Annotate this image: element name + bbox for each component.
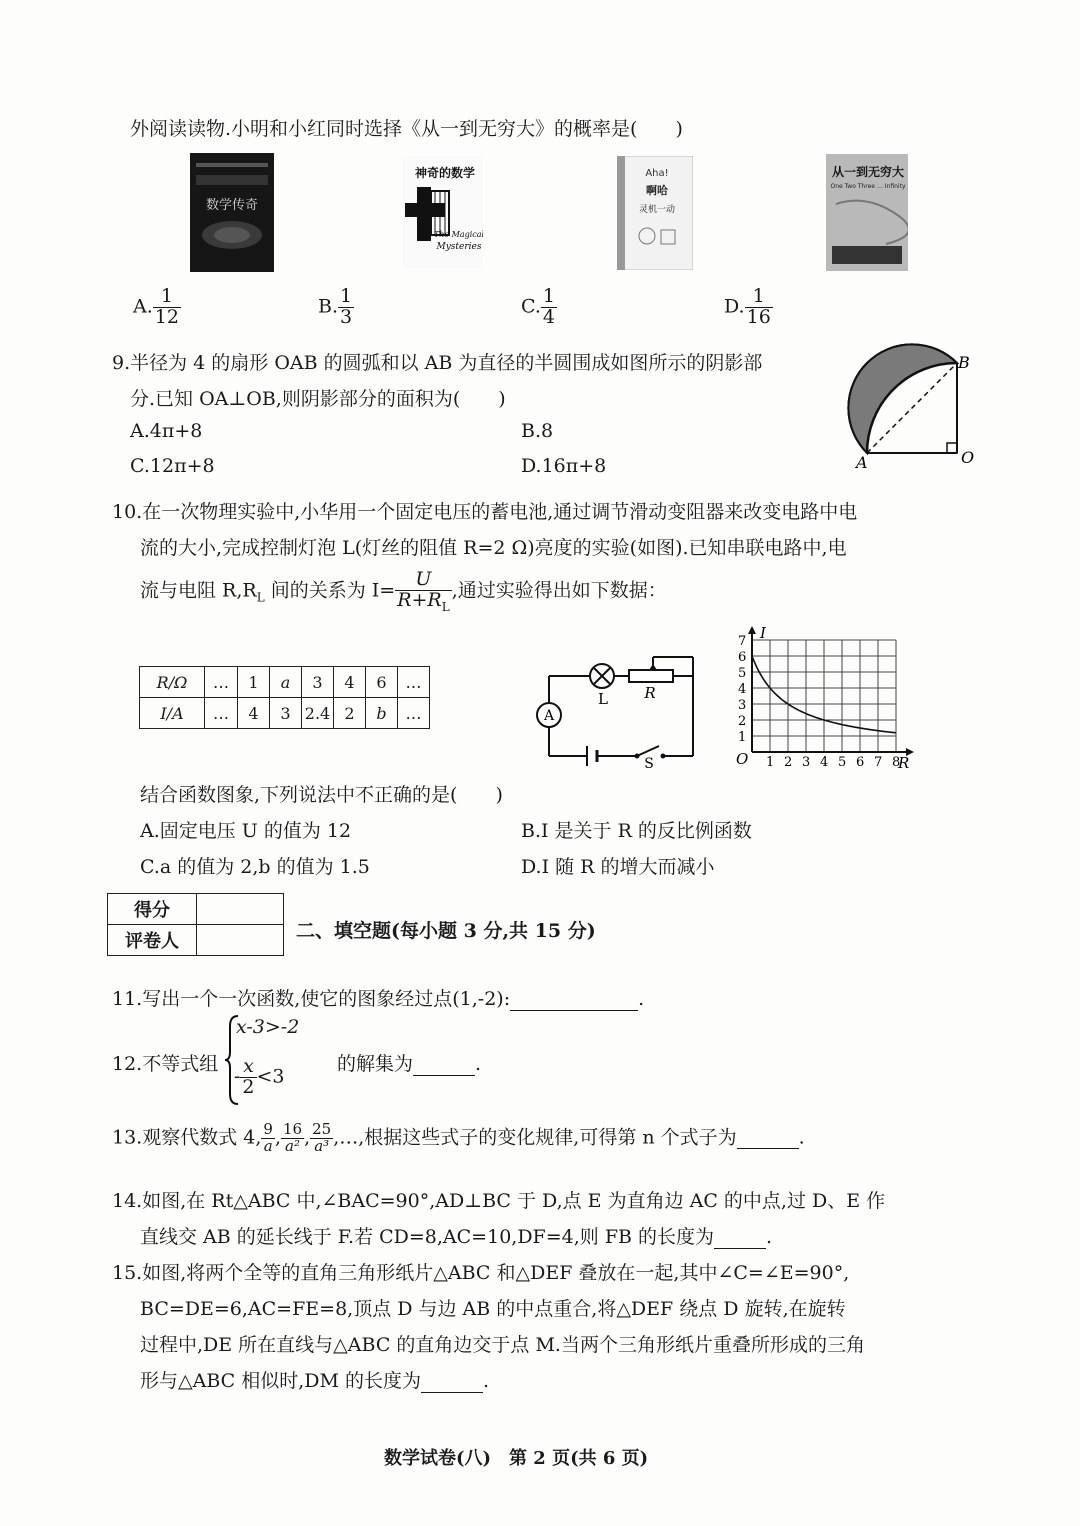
- lamp-icon: [590, 664, 614, 688]
- q10-circuit-diagram: [525, 650, 705, 770]
- svg-text:One Two Three … Infinity: One Two Three … Infinity: [830, 183, 906, 190]
- table-cell: I/A: [140, 698, 205, 729]
- table-cell: …: [398, 698, 430, 729]
- svg-text:The Magical: The Magical: [433, 230, 483, 239]
- q8-option-a[interactable]: A. $\frac{1}{12}$: [133, 285, 179, 328]
- q9-label-b: B: [958, 353, 970, 372]
- ammeter-icon: [537, 703, 561, 727]
- svg-text:A: A: [543, 708, 555, 724]
- book-cover-math-legend: [190, 153, 274, 272]
- table-cell: …: [205, 667, 238, 698]
- score-box: [107, 893, 284, 956]
- q14-line-2: 直线交 AB 的延长线于 F.若 CD=8,AC=10,DF=4,则 FB 的长度为 .: [140, 1226, 773, 1248]
- table-cell: 1: [238, 667, 270, 698]
- q13-answer-blank[interactable]: [737, 1126, 799, 1149]
- q12-label: 12.不等式组: [112, 1053, 219, 1075]
- rheostat-icon: [629, 664, 673, 682]
- book-cover-3-image: [617, 156, 693, 270]
- q12-inequality-2: - $\frac{x}{2}$ <3: [234, 1055, 285, 1098]
- q15-line-4: 形与△ABC 相似时,DM 的长度为 .: [140, 1370, 490, 1392]
- q8-option-b[interactable]: B. $\frac{1}{3}$: [318, 285, 353, 328]
- q11: 11.写出一个一次函数,使它的图象经过点(1,-2): .: [112, 988, 645, 1010]
- q9-line-2: 分.已知 OA⊥OB,则阴影部分的面积为( ): [130, 388, 506, 410]
- q8-option-c[interactable]: C. $\frac{1}{4}$: [521, 285, 555, 328]
- switch-label: S: [644, 756, 654, 770]
- page-footer: 数学试卷(八) 第 2 页(共 6 页): [384, 1448, 649, 1469]
- score-label: 得分: [108, 894, 197, 925]
- table-cell: …: [205, 698, 238, 729]
- table-cell: 4: [238, 698, 270, 729]
- table-cell: 2.4: [302, 698, 334, 729]
- q15-line-3: 过程中,DE 所在直线与△ABC 的直角边交于点 M.当两个三角形纸片重叠所形成的三角: [140, 1334, 865, 1356]
- table-cell: 2: [334, 698, 366, 729]
- table-cell: …: [398, 667, 430, 698]
- q8-option-d-fraction: $\frac{1}{16}$: [746, 285, 771, 328]
- book-cover-one-two-three: [826, 154, 908, 271]
- q9-shaded-region: [848, 344, 957, 453]
- x-axis-label: R: [898, 754, 910, 772]
- book-cover-aha: [617, 156, 693, 270]
- y-axis-label: I: [760, 624, 766, 642]
- q10-option-b[interactable]: B.I 是关于 R 的反比例函数: [521, 820, 752, 842]
- q9-label-a: A: [856, 453, 868, 472]
- q10-function-graph: [730, 624, 920, 772]
- battery-icon: [587, 746, 597, 766]
- q9-sector-figure: [840, 342, 980, 472]
- x-tick-label: 8: [892, 755, 901, 770]
- table-row: [140, 698, 430, 729]
- q10-question: 结合函数图象,下列说法中不正确的是( ): [140, 784, 503, 806]
- svg-text:神奇的数学: 神奇的数学: [414, 166, 476, 180]
- q9-line-1: 9.半径为 4 的扇形 OAB 的圆弧和以 AB 为直径的半圆围成如图所示的阴影部: [112, 352, 763, 374]
- table-cell: 6: [366, 667, 398, 698]
- table-cell: 3: [302, 667, 334, 698]
- book-cover-magic-math: [403, 157, 483, 269]
- book-cover-4-image: [826, 154, 908, 271]
- table-cell: 4: [334, 667, 366, 698]
- table-row: [140, 667, 430, 698]
- q8-option-b-fraction: $\frac{1}{3}$: [340, 285, 353, 328]
- q9-option-d[interactable]: D.16π+8: [521, 455, 607, 477]
- score-field[interactable]: [197, 894, 284, 925]
- svg-text:Mysteries: Mysteries: [436, 242, 482, 252]
- q10-data-table: [139, 666, 430, 729]
- q13: 13.观察代数式 4, $\frac{9}{a}$ , $\frac{16}{\text{a²}}$ , $\frac{25}{\text{a³}}$ ,…,根据这些式子的变化规律,可得第 n 个式子为 .: [112, 1120, 805, 1155]
- lamp-label: L: [598, 690, 608, 708]
- q12-answer-blank[interactable]: [413, 1053, 475, 1076]
- q8-stem-tail: 外阅读读物.小明和小红同时选择《从一到无穷大》的概率是( ): [130, 118, 683, 140]
- x-tick-label: 2: [784, 755, 793, 770]
- table-cell: 3: [270, 698, 302, 729]
- q15-line-2: BC=DE=6,AC=FE=8,顶点 D 与边 AB 的中点重合,将△DEF 绕点 D 旋转,在旋转: [140, 1298, 846, 1320]
- q9-option-c[interactable]: C.12π+8: [130, 455, 215, 477]
- q15-line-1: 15.如图,将两个全等的直角三角形纸片△ABC 和△DEF 叠放在一起,其中∠C=∠E=90°,: [112, 1262, 850, 1284]
- y-tick-label: 2: [738, 714, 747, 729]
- q12-tail: 的解集为 .: [337, 1053, 482, 1075]
- q15-answer-blank[interactable]: [421, 1370, 483, 1393]
- q10-formula: $\frac{U}{R+R_L}$: [397, 568, 450, 614]
- y-tick-label: 5: [738, 666, 747, 681]
- svg-text:啊哈: 啊哈: [646, 184, 668, 197]
- grader-label: 评卷人: [108, 925, 197, 956]
- q14-answer-blank[interactable]: [714, 1226, 766, 1249]
- rheostat-label: R: [644, 684, 656, 702]
- x-tick-label: 3: [802, 755, 811, 770]
- x-tick-label: 6: [856, 755, 865, 770]
- q10-option-d[interactable]: D.I 随 R 的增大而减小: [521, 856, 715, 878]
- y-tick-label: 4: [738, 682, 747, 697]
- q11-answer-blank[interactable]: [510, 988, 638, 1011]
- book-cover-2-image: [403, 157, 483, 269]
- x-tick-label: 5: [838, 755, 847, 770]
- section-2-title: 二、填空题(每小题 3 分,共 15 分): [296, 920, 596, 942]
- q10-line-1: 10.在一次物理实验中,小华用一个固定电压的蓄电池,通过调节滑动变阻器来改变电路中电: [112, 501, 858, 523]
- q14-line-1: 14.如图,在 Rt△ABC 中,∠BAC=90°,AD⊥BC 于 D,点 E 为直角边 AC 的中点,过 D、E 作: [112, 1190, 886, 1212]
- x-tick-label: 4: [820, 755, 829, 770]
- book-cover-1-image: [190, 153, 274, 272]
- y-tick-label: 1: [738, 730, 747, 745]
- q12-inequality-1: x-3>-2: [236, 1016, 300, 1038]
- y-tick-label: 7: [738, 634, 747, 649]
- x-tick-label: 1: [766, 755, 775, 770]
- q10-option-a[interactable]: A.固定电压 U 的值为 12: [140, 820, 352, 842]
- q9-option-a[interactable]: A.4π+8: [130, 420, 203, 442]
- q10-line-3: 流与电阻 $R,R_L$ 间的关系为 I= $\frac{U}{R+R_L}$ ,通过实验得出如下数据：: [140, 568, 667, 614]
- y-tick-label: 6: [738, 650, 747, 665]
- y-tick-label: 3: [738, 698, 747, 713]
- q8-option-c-fraction: $\frac{1}{4}$: [542, 285, 555, 328]
- svg-text:Aha!: Aha!: [645, 168, 669, 179]
- table-cell: b: [366, 698, 398, 729]
- q9-label-o: O: [961, 448, 975, 467]
- svg-text:从一到无穷大: 从一到无穷大: [831, 165, 905, 179]
- q8-option-d[interactable]: D. $\frac{1}{16}$: [724, 285, 771, 328]
- q9-option-b[interactable]: B.8: [521, 420, 554, 442]
- svg-text:数学传奇: 数学传奇: [205, 198, 259, 213]
- grader-field[interactable]: [197, 925, 284, 956]
- table-cell: a: [270, 667, 302, 698]
- x-tick-label: 7: [874, 755, 883, 770]
- q8-option-a-fraction: $\frac{1}{12}$: [154, 285, 179, 328]
- q10-line-2: 流的大小,完成控制灯泡 L(灯丝的阻值 R=2 Ω)亮度的实验(如图).已知串联电路中,电: [140, 537, 847, 559]
- y-axis-arrow: [748, 626, 756, 634]
- q10-option-c[interactable]: C.a 的值为 2,b 的值为 1.5: [140, 856, 370, 878]
- q9-right-angle-mark: [947, 443, 957, 453]
- svg-text:灵机一动: 灵机一动: [638, 205, 676, 215]
- origin-label: O: [736, 750, 749, 768]
- table-cell: R/Ω: [140, 667, 205, 698]
